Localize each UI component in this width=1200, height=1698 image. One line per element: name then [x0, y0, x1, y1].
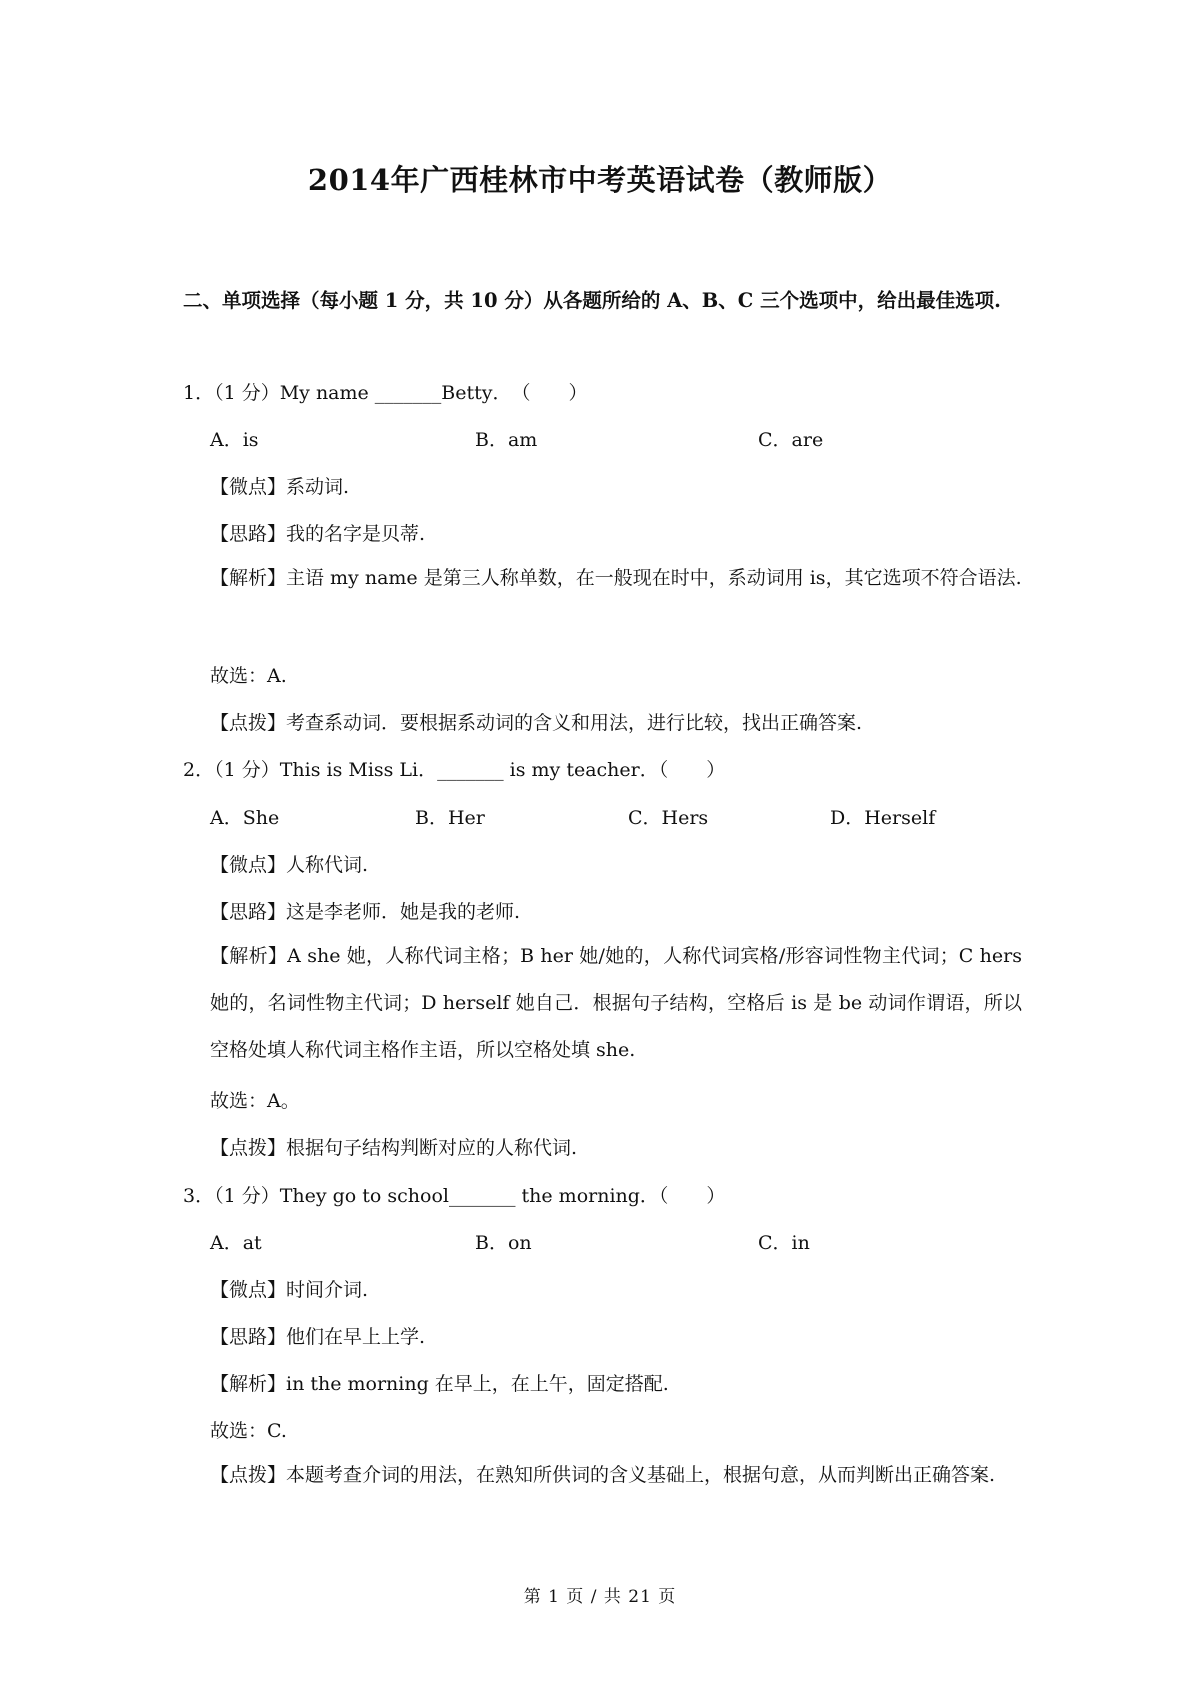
question-2-answer: 故选：A。: [210, 1090, 300, 1112]
question-2-weidian: 【微点】人称代词.: [210, 854, 369, 876]
question-1-silu: 【思路】我的名字是贝蒂.: [210, 523, 426, 545]
question-1-option-b: B．am: [475, 429, 538, 451]
question-3-option-b: B．on: [475, 1232, 532, 1254]
question-1-answer: 故选：A.: [210, 665, 287, 687]
question-3-weidian: 【微点】时间介词.: [210, 1279, 369, 1301]
question-2-jiexi: 【解析】A she 她，人称代词主格；B her 她/她的，人称代词宾格/形容词性物主代词；C hers 她的，名词性物主代词；D herself 她自己．根据句子结构，空格后 is 是 be 动词作谓语，所以空格处填人称代词主格作主语，所以空格处填 she.: [210, 945, 1022, 1061]
page-footer: 第 1 页 / 共 21 页: [523, 1587, 677, 1607]
question-2-option-d: D．Herself: [830, 807, 936, 829]
question-2-options: [210, 805, 1050, 831]
section-heading: 二、单项选择（每小题 1 分，共 10 分）从各题所给的 A、B、C 三个选项中，给出最佳选项.: [183, 289, 1001, 312]
question-3-option-a: A．at: [210, 1232, 262, 1254]
question-2-silu: 【思路】这是李老师．她是我的老师.: [210, 901, 521, 923]
question-3-options: [210, 1230, 1050, 1256]
question-1-jiexi: 【解析】主语 my name 是第三人称单数，在一般现在时中，系动词用 is，其它选项不符合语法.: [210, 567, 1022, 589]
question-3-dianbo: 【点拨】本题考查介词的用法，在熟知所供词的含义基础上，根据句意，从而判断出正确答案.: [210, 1464, 996, 1486]
question-3-silu: 【思路】他们在早上上学.: [210, 1326, 426, 1348]
question-3-answer: 故选：C.: [210, 1420, 287, 1442]
question-1-options: [210, 427, 1050, 453]
question-1-weidian: 【微点】系动词.: [210, 476, 350, 498]
question-1-dianbo: 【点拨】考查系动词．要根据系动词的含义和用法，进行比较，找出正确答案.: [210, 712, 863, 734]
question-2-option-b: B．Her: [415, 807, 485, 829]
document-title: 2014年广西桂林市中考英语试卷（教师版）: [307, 163, 893, 197]
question-2-dianbo: 【点拨】根据句子结构判断对应的人称代词.: [210, 1137, 578, 1159]
question-2-option-a: A．She: [210, 807, 280, 829]
question-3-stem: 3．（1 分）They go to school_______ the morning．（ ）: [183, 1185, 726, 1207]
question-2-stem: 2．（1 分）This is Miss Li．_______ is my teacher．（ ）: [183, 759, 726, 781]
question-1-option-a: A．is: [210, 429, 259, 451]
question-3-jiexi: 【解析】in the morning 在早上，在上午，固定搭配.: [210, 1373, 669, 1395]
question-1-option-c: C．are: [758, 429, 824, 451]
question-1-stem: 1．（1 分）My name _______Betty． （ ）: [183, 382, 588, 404]
question-3-option-c: C．in: [758, 1232, 810, 1254]
question-2-option-c: C．Hers: [628, 807, 709, 829]
